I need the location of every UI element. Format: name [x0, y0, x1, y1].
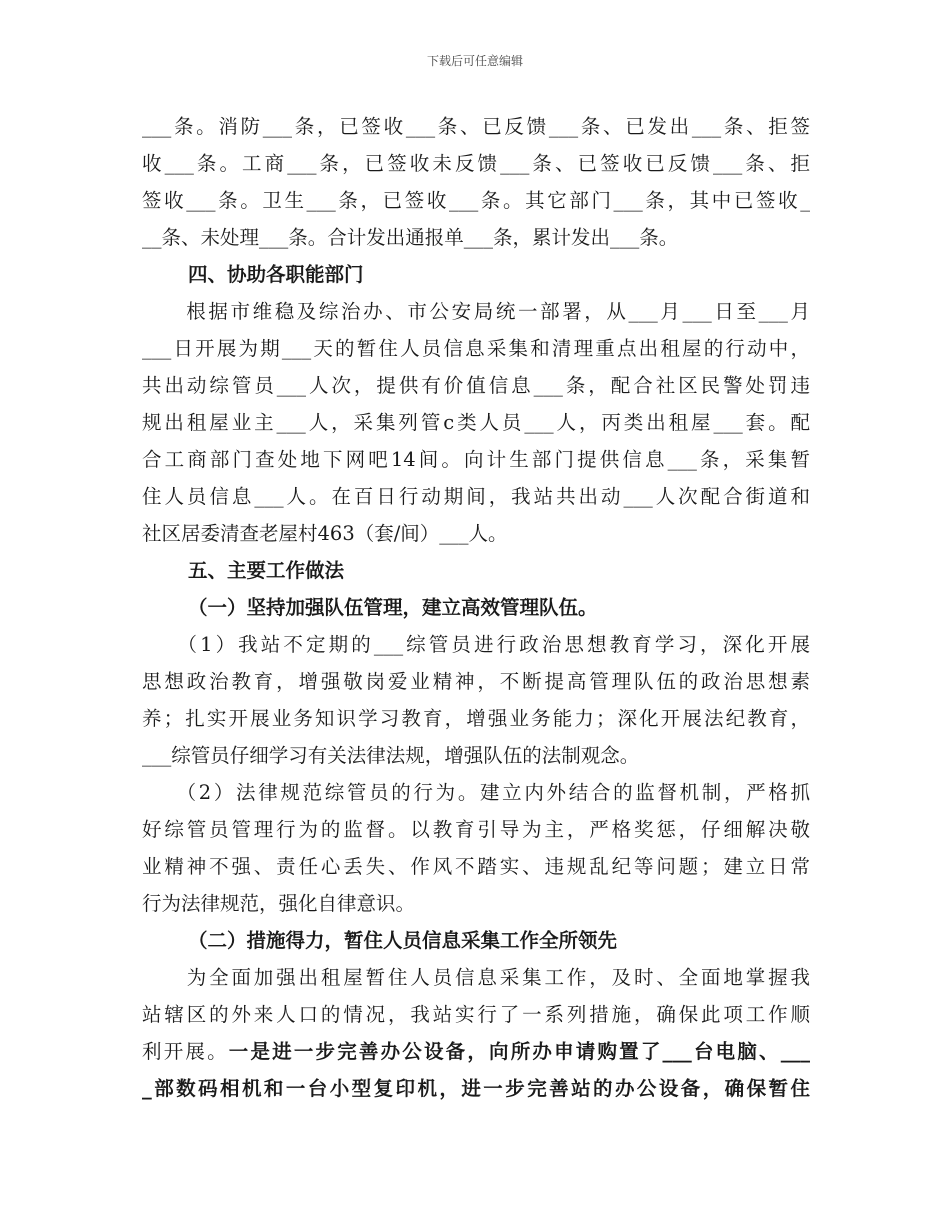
body-line: 好综管员管理行为的监督。以教育引导为主，严格奖惩，仔细解决敬 [142, 818, 810, 841]
subsection-heading: （一）坚持加强队伍管理，建立高效管理队伍。 [188, 596, 598, 619]
body-text: 利开展。 [142, 1040, 229, 1063]
body-line: ___综管员仔细学习有关法律法规，增强队伍的法制观念。 [142, 744, 640, 767]
body-line: __条、未处理___条。合计发出通报单___条，累计发出___条。 [142, 226, 679, 249]
page-header: 下载后可任意编辑 [426, 54, 523, 68]
body-line: 共出动综管员___人次，提供有价值信息___条，配合社区民警处罚违 [142, 374, 810, 397]
body-line: 站辖区的外来人口的情况，我站实行了一系列措施，确保此项工作顺 [142, 1003, 810, 1026]
body-line-mixed [142, 1070, 810, 1107]
body-line: 住人员信息___人。在百日行动期间，我站共出动___人次配合街道和 [142, 485, 810, 508]
body-line: 签收___条。卫生___条，已签收___条。其它部门___条，其中已签收_ [142, 189, 810, 212]
body-line-mixed [142, 1033, 810, 1070]
body-line: 收___条。工商___条，已签收未反馈___条、已签收已反馈___条、拒 [142, 152, 810, 175]
subsection-heading: （二）措施得力，暂住人员信息采集工作全所领先 [188, 929, 618, 952]
body-text-bold: 一是进一步完善办公设备，向所办申请购置了___台电脑、___ [228, 1040, 810, 1063]
body-line: ___条。消防___条，已签收___条、已反馈___条、已发出___条、拒签 [142, 115, 810, 138]
body-line: 行为法律规范，强化自律意识。 [142, 892, 416, 915]
body-line: 思想政治教育，增强敬岗爱业精神，不断提高管理队伍的政治思想素 [142, 670, 810, 693]
body-line: （2）法律规范综管员的行为。建立内外结合的监督机制，严格抓 [142, 781, 810, 804]
section-heading: 五、主要工作做法 [188, 559, 345, 582]
document-body [142, 108, 810, 1107]
body-line: 社区居委清查老屋村463（套/间）___人。 [142, 522, 508, 545]
body-line: 业精神不强、责任心丢失、作风不踏实、违规乱纪等问题；建立日常 [142, 855, 810, 878]
body-line: 养；扎实开展业务知识学习教育，增强业务能力；深化开展法纪教育， [142, 707, 810, 730]
section-heading: 四、协助各职能部门 [188, 263, 364, 286]
body-line: （1）我站不定期的___综管员进行政治思想教育学习，深化开展 [142, 633, 810, 656]
body-line: ___日开展为期___天的暂住人员信息采集和清理重点出租屋的行动中， [142, 337, 810, 360]
body-line: 根据市维稳及综治办、市公安局统一部署，从___月___日至___月 [142, 300, 810, 323]
body-line: 为全面加强出租屋暂住人员信息采集工作，及时、全面地掌握我 [142, 966, 810, 989]
body-line: 规出租屋业主___人，采集列管c类人员___人，丙类出租屋___套。配 [142, 411, 810, 434]
body-line: 合工商部门查处地下网吧14间。向计生部门提供信息___条，采集暂 [142, 448, 810, 471]
body-text-bold: _部数码相机和一台小型复印机，进一步完善站的办公设备，确保暂住 [142, 1077, 810, 1100]
